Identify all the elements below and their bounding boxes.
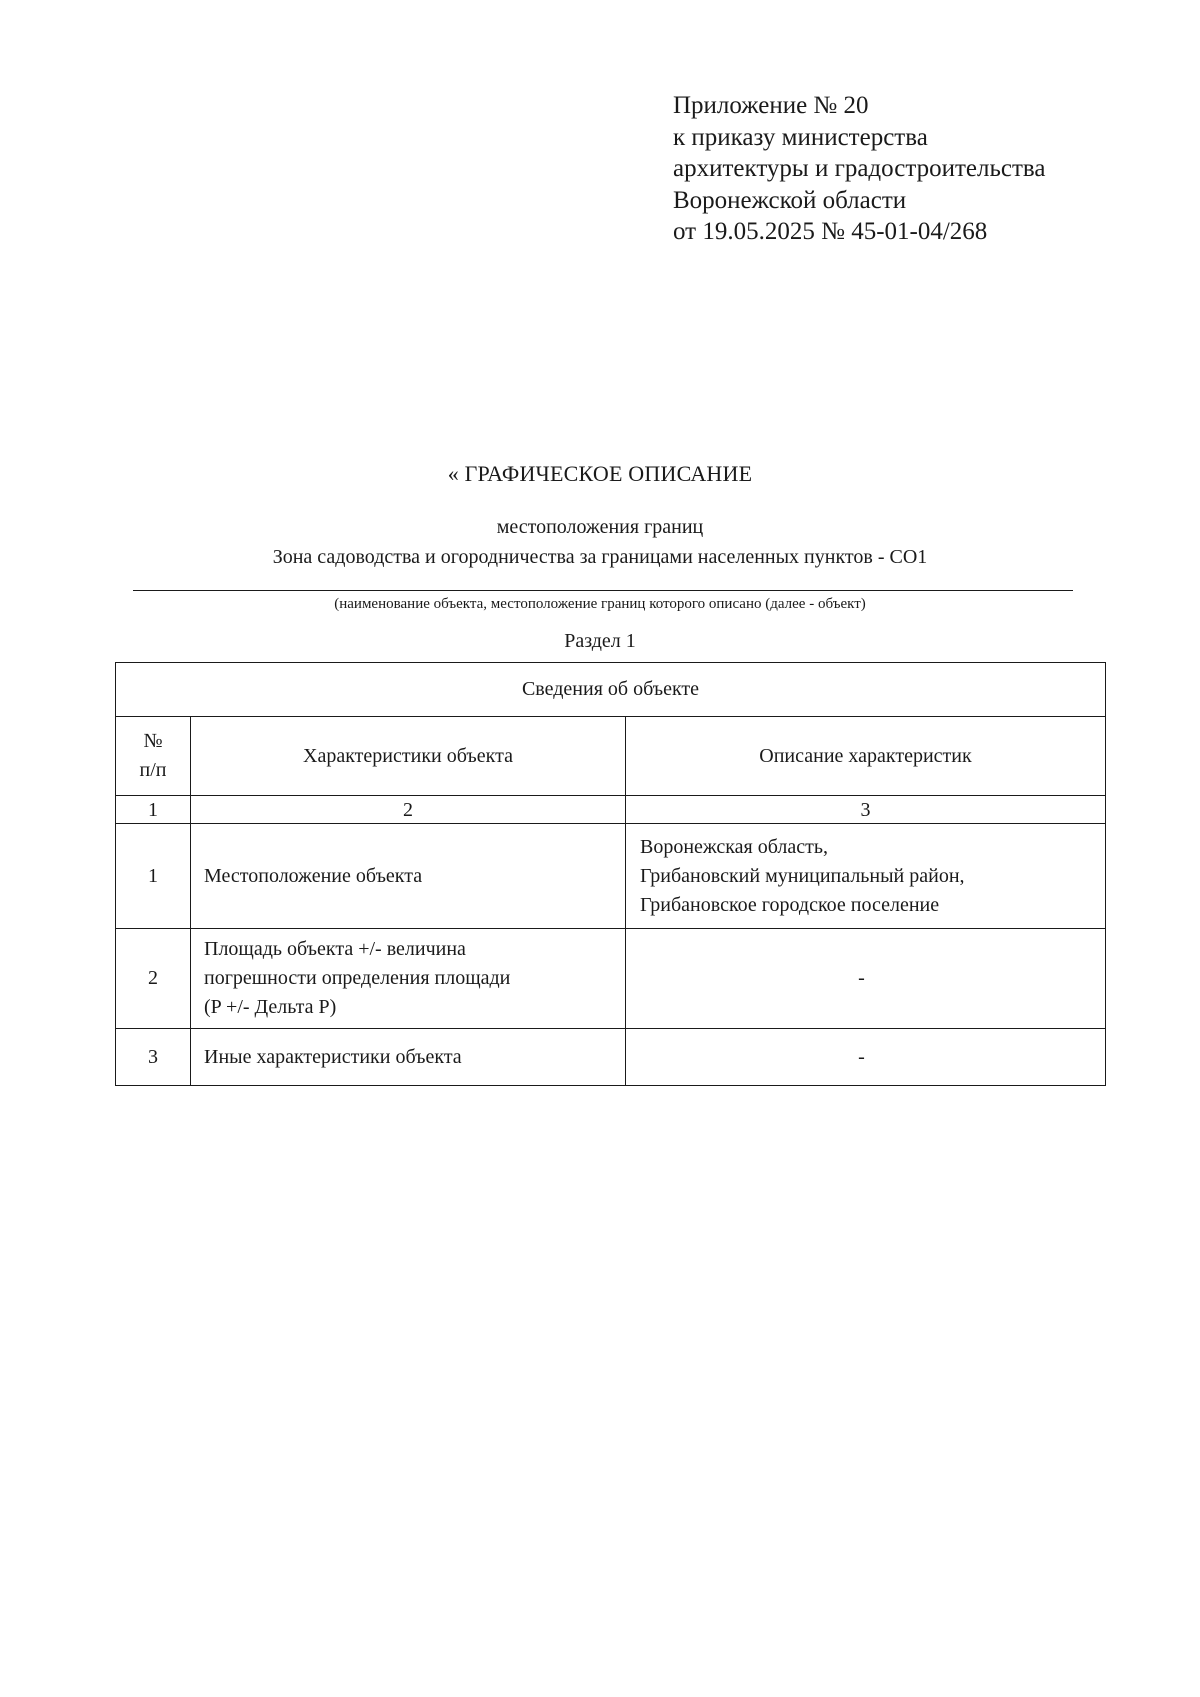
table-caption-row: [116, 663, 1106, 717]
document-title: « ГРАФИЧЕСКОЕ ОПИСАНИЕ: [447, 461, 753, 486]
characteristic-line: погрешности определения площади: [204, 967, 511, 989]
appendix-region-line: Воронежской области: [673, 186, 907, 214]
header-number-line2: п/п: [139, 759, 167, 781]
row-number: 2: [116, 929, 191, 1029]
table-header-row: [116, 717, 1106, 796]
row-number: 3: [116, 1029, 191, 1086]
object-name-underline: [133, 590, 1073, 591]
table-row: [116, 824, 1106, 929]
section-label: Раздел 1: [564, 630, 636, 652]
column-index-2: 2: [191, 796, 626, 824]
row-number: 1: [116, 824, 191, 929]
appendix-ministry-line: архитектуры и градостроительства: [673, 155, 1046, 182]
characteristic-line: Площадь объекта +/- величина: [204, 938, 466, 960]
appendix-block: [673, 90, 1045, 248]
table-row: [116, 1029, 1106, 1086]
header-description: Описание характеристик: [626, 717, 1106, 796]
row-description: [626, 824, 1106, 929]
row-characteristic: Местоположение объекта: [191, 824, 626, 929]
description-line: Воронежская область,: [640, 835, 829, 858]
row-description: -: [626, 1029, 1106, 1086]
description-line: Грибановское городское поселение: [640, 893, 940, 916]
row-characteristic: Иные характеристики объекта: [191, 1029, 626, 1086]
table-column-index-row: [116, 796, 1106, 824]
row-characteristic: [191, 929, 626, 1029]
description-line: Грибановский муниципальный район,: [640, 864, 965, 887]
column-index-1: 1: [116, 796, 191, 824]
header-number-line1: №: [143, 730, 163, 752]
appendix-order-line: к приказу министерства: [673, 123, 928, 151]
appendix-date-line: от 19.05.2025 № 45-01-04/268: [673, 218, 988, 245]
characteristic-line: (P +/- Дельта P): [204, 996, 337, 1018]
appendix-number: Приложение № 20: [673, 92, 869, 119]
column-index-3: 3: [626, 796, 1106, 824]
document-subtitle: местоположения границ: [496, 516, 704, 538]
object-info-table: [115, 662, 1106, 1086]
object-name-caption: (наименование объекта, местоположение границ которого описано (далее - объект): [334, 596, 866, 612]
header-number: [116, 717, 191, 796]
header-characteristics: Характеристики объекта: [191, 717, 626, 796]
object-name: Зона садоводства и огородничества за границами населенных пунктов - СО1: [272, 546, 928, 568]
row-description: -: [626, 929, 1106, 1029]
table-caption: Сведения об объекте: [116, 663, 1106, 717]
table-row: [116, 929, 1106, 1029]
